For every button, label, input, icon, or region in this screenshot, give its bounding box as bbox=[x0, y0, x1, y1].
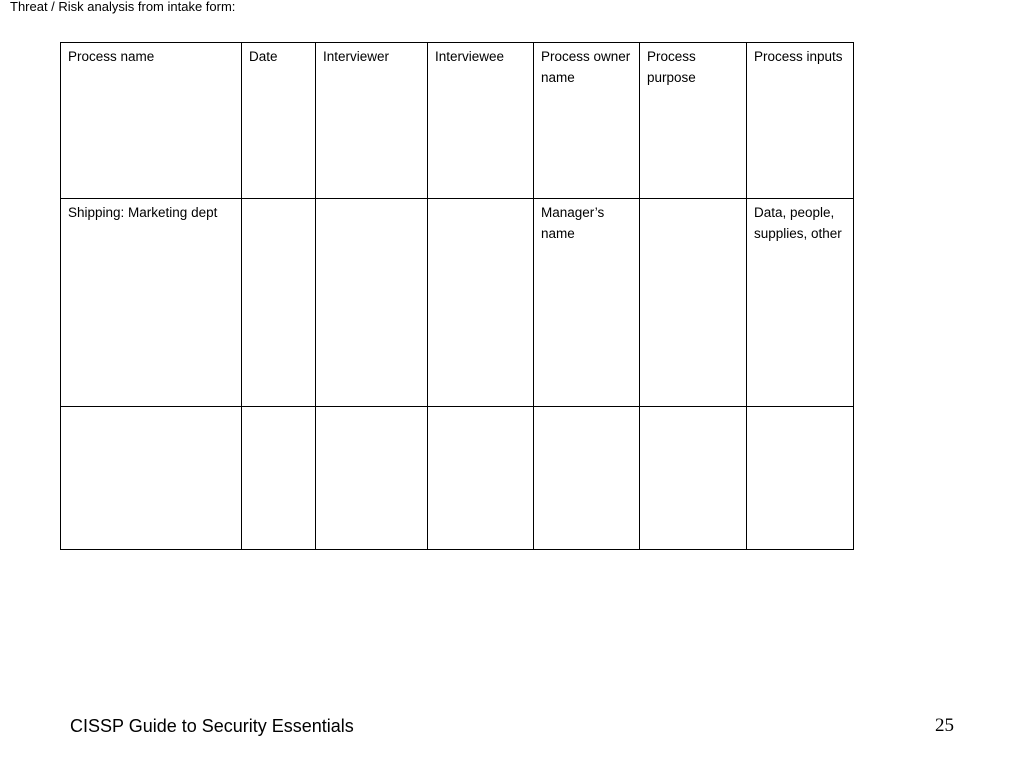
footer-text: CISSP Guide to Security Essentials bbox=[70, 716, 354, 736]
table-cell bbox=[428, 407, 534, 550]
table-cell: Shipping: Marketing dept bbox=[61, 199, 242, 407]
table-cell bbox=[640, 199, 747, 407]
header-interviewer: Interviewer bbox=[316, 43, 428, 199]
page-number: 25 bbox=[935, 715, 954, 736]
intake-form-table bbox=[60, 42, 854, 550]
table-header-row bbox=[61, 43, 854, 199]
table-cell bbox=[242, 407, 316, 550]
table-row bbox=[61, 199, 854, 407]
table-cell bbox=[428, 199, 534, 407]
table-cell bbox=[640, 407, 747, 550]
table-cell bbox=[316, 199, 428, 407]
header-date: Date bbox=[242, 43, 316, 199]
header-process-inputs: Process inputs bbox=[747, 43, 854, 199]
table-cell bbox=[534, 407, 640, 550]
table-cell bbox=[242, 199, 316, 407]
slide-title: Threat / Risk analysis from intake form: bbox=[10, 0, 236, 14]
header-process-purpose: Process purpose bbox=[640, 43, 747, 199]
table-cell bbox=[316, 407, 428, 550]
table-cell: Manager’s name bbox=[534, 199, 640, 407]
header-interviewee: Interviewee bbox=[428, 43, 534, 199]
table-cell bbox=[747, 407, 854, 550]
header-process-name: Process name bbox=[61, 43, 242, 199]
table-row bbox=[61, 407, 854, 550]
header-process-owner-name: Process owner name bbox=[534, 43, 640, 199]
table-cell: Data, people, supplies, other bbox=[747, 199, 854, 407]
table-cell bbox=[61, 407, 242, 550]
